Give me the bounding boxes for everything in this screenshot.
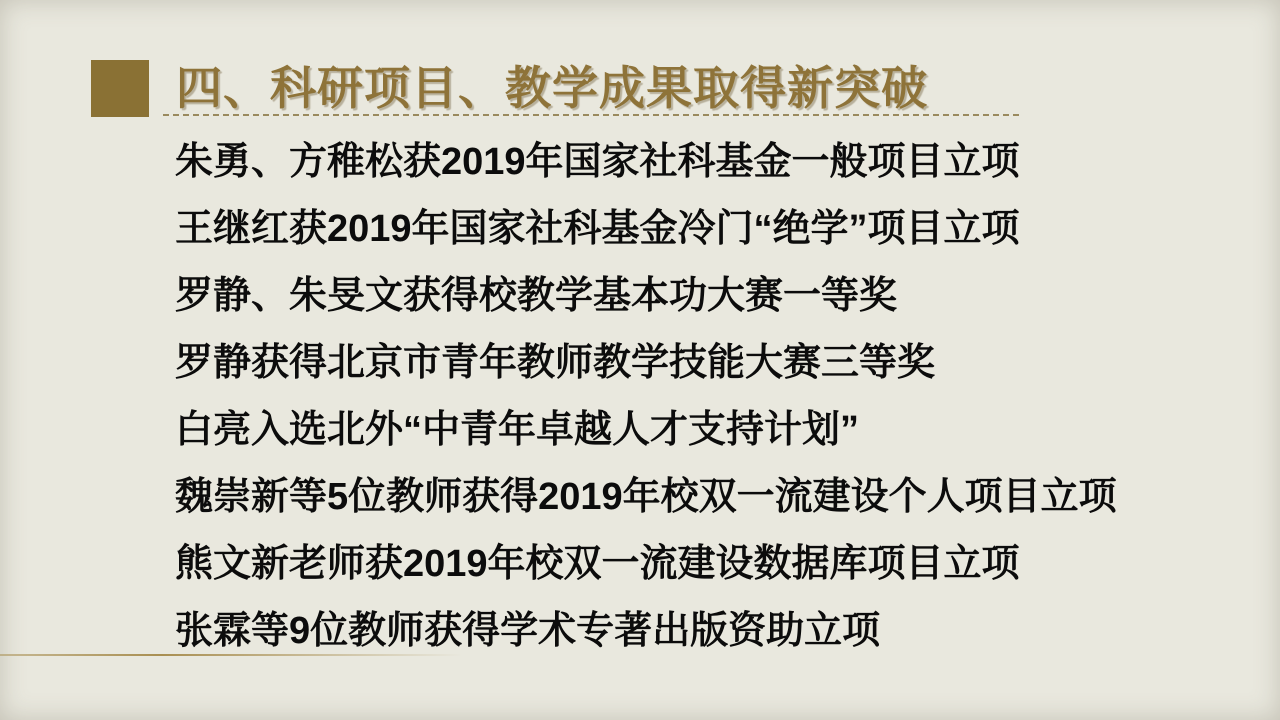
- title-dotted-divider: [163, 114, 1019, 116]
- achievement-list: [175, 129, 1215, 665]
- achievement-item: 张霖等9位教师获得学术专著出版资助立项: [175, 610, 881, 652]
- bottom-divider-line: [0, 654, 462, 656]
- achievement-item: 白亮入选北外“中青年卓越人才支持计划”: [175, 409, 860, 451]
- achievement-item: 王继红获2019年国家社科基金冷门“绝学”项目立项: [175, 208, 1020, 250]
- achievement-item: 朱勇、方稚松获2019年国家社科基金一般项目立项: [175, 141, 1020, 183]
- achievement-item: 熊文新老师获2019年校双一流建设数据库项目立项: [175, 543, 1020, 585]
- achievement-item: 罗静、朱旻文获得校教学基本功大赛一等奖: [175, 275, 898, 317]
- slide-title: 四、科研项目、教学成果取得新突破: [176, 62, 928, 114]
- title-bullet-square: [91, 60, 149, 117]
- achievement-item: 罗静获得北京市青年教师教学技能大赛三等奖: [175, 342, 936, 384]
- achievement-item: 魏崇新等5位教师获得2019年校双一流建设个人项目立项: [175, 476, 1117, 518]
